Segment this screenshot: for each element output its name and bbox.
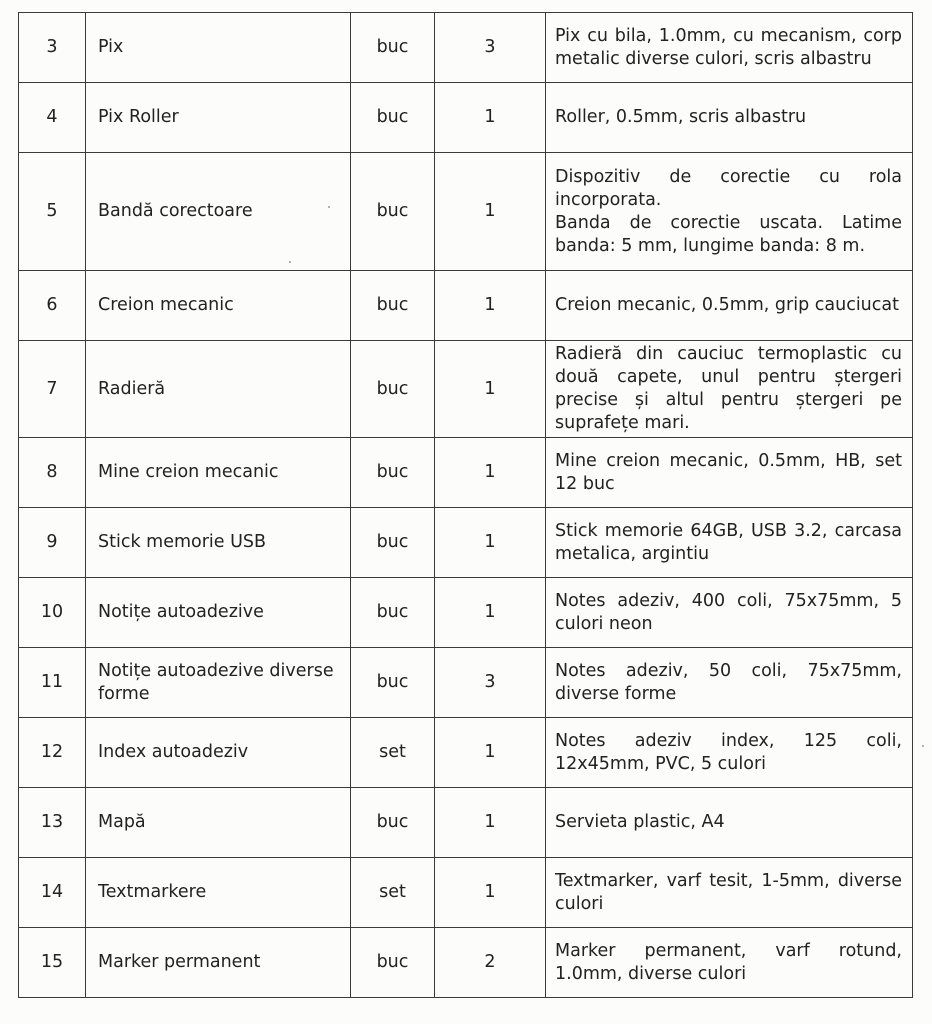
product-name: Index autoadeziv xyxy=(86,718,351,788)
quantity: 1 xyxy=(435,341,546,438)
unit-of-measure: buc xyxy=(351,928,435,998)
product-description: Servieta plastic, A4 xyxy=(546,788,913,858)
row-number: 10 xyxy=(19,578,86,648)
product-name: Pix xyxy=(86,13,351,83)
table-row xyxy=(19,438,913,508)
table-row xyxy=(19,153,913,271)
table-row xyxy=(19,858,913,928)
unit-of-measure: buc xyxy=(351,271,435,341)
product-name: Marker permanent xyxy=(86,928,351,998)
unit-of-measure: buc xyxy=(351,13,435,83)
products-table xyxy=(18,12,913,998)
row-number: 13 xyxy=(19,788,86,858)
product-description: Notes adeziv index, 125 coli, 12x45mm, PVC, 5 culori xyxy=(546,718,913,788)
row-number: 7 xyxy=(19,341,86,438)
table-row xyxy=(19,578,913,648)
quantity: 3 xyxy=(435,13,546,83)
unit-of-measure: buc xyxy=(351,83,435,153)
unit-of-measure: buc xyxy=(351,788,435,858)
table-row xyxy=(19,928,913,998)
quantity: 1 xyxy=(435,153,546,271)
row-number: 8 xyxy=(19,438,86,508)
product-description: Radieră din cauciuc termoplastic cu două capete, unul pentru ștergeri precise și altul pentru ștergeri pe suprafețe mari. xyxy=(546,341,913,438)
quantity: 1 xyxy=(435,718,546,788)
row-number: 6 xyxy=(19,271,86,341)
quantity: 1 xyxy=(435,788,546,858)
product-description: Mine creion mecanic, 0.5mm, HB, set 12 buc xyxy=(546,438,913,508)
unit-of-measure: buc xyxy=(351,578,435,648)
quantity: 2 xyxy=(435,928,546,998)
product-description: Creion mecanic, 0.5mm, grip cauciucat xyxy=(546,271,913,341)
product-description: Notes adeziv, 400 coli, 75x75mm, 5 culori neon xyxy=(546,578,913,648)
product-description: Notes adeziv, 50 coli, 75x75mm, diverse forme xyxy=(546,648,913,718)
table-row xyxy=(19,271,913,341)
row-number: 11 xyxy=(19,648,86,718)
unit-of-measure: buc xyxy=(351,508,435,578)
product-name: Pix Roller xyxy=(86,83,351,153)
product-name: Creion mecanic xyxy=(86,271,351,341)
quantity: 1 xyxy=(435,438,546,508)
product-name: Mine creion mecanic xyxy=(86,438,351,508)
scan-speck xyxy=(328,206,330,208)
product-name: Notițe autoadezive diverse forme xyxy=(86,648,351,718)
table-row xyxy=(19,508,913,578)
row-number: 14 xyxy=(19,858,86,928)
product-description: Marker permanent, varf rotund, 1.0mm, diverse culori xyxy=(546,928,913,998)
description-paragraph: Dispozitiv de corectie cu rola incorporata. xyxy=(555,166,902,210)
product-description: Pix cu bila, 1.0mm, cu mecanism, corp metalic diverse culori, scris albastru xyxy=(546,13,913,83)
product-description: Textmarker, varf tesit, 1-5mm, diverse culori xyxy=(546,858,913,928)
row-number: 4 xyxy=(19,83,86,153)
table-row xyxy=(19,788,913,858)
quantity: 3 xyxy=(435,648,546,718)
product-name: Mapă xyxy=(86,788,351,858)
row-number: 15 xyxy=(19,928,86,998)
row-number: 3 xyxy=(19,13,86,83)
scan-speck xyxy=(289,261,291,263)
row-number: 12 xyxy=(19,718,86,788)
product-description: Roller, 0.5mm, scris albastru xyxy=(546,83,913,153)
row-number: 5 xyxy=(19,153,86,271)
quantity: 1 xyxy=(435,858,546,928)
product-name: Radieră xyxy=(86,341,351,438)
quantity: 1 xyxy=(435,578,546,648)
description-paragraph: Banda de corectie uscata. Latime banda: 5 mm, lungime banda: 8 m. xyxy=(555,212,902,256)
unit-of-measure: buc xyxy=(351,341,435,438)
table-row xyxy=(19,13,913,83)
unit-of-measure: buc xyxy=(351,153,435,271)
unit-of-measure: set xyxy=(351,718,435,788)
table-row xyxy=(19,83,913,153)
unit-of-measure: buc xyxy=(351,438,435,508)
table-row xyxy=(19,341,913,438)
scan-speck xyxy=(922,745,924,747)
product-name: Stick memorie USB xyxy=(86,508,351,578)
table-row xyxy=(19,648,913,718)
product-name: Bandă corectoare xyxy=(86,153,351,271)
unit-of-measure: set xyxy=(351,858,435,928)
unit-of-measure: buc xyxy=(351,648,435,718)
quantity: 1 xyxy=(435,508,546,578)
table-row xyxy=(19,718,913,788)
row-number: 9 xyxy=(19,508,86,578)
quantity: 1 xyxy=(435,271,546,341)
product-name: Textmarkere xyxy=(86,858,351,928)
product-name: Notițe autoadezive xyxy=(86,578,351,648)
quantity: 1 xyxy=(435,83,546,153)
product-description: Stick memorie 64GB, USB 3.2, carcasa metalica, argintiu xyxy=(546,508,913,578)
product-description xyxy=(546,153,913,271)
